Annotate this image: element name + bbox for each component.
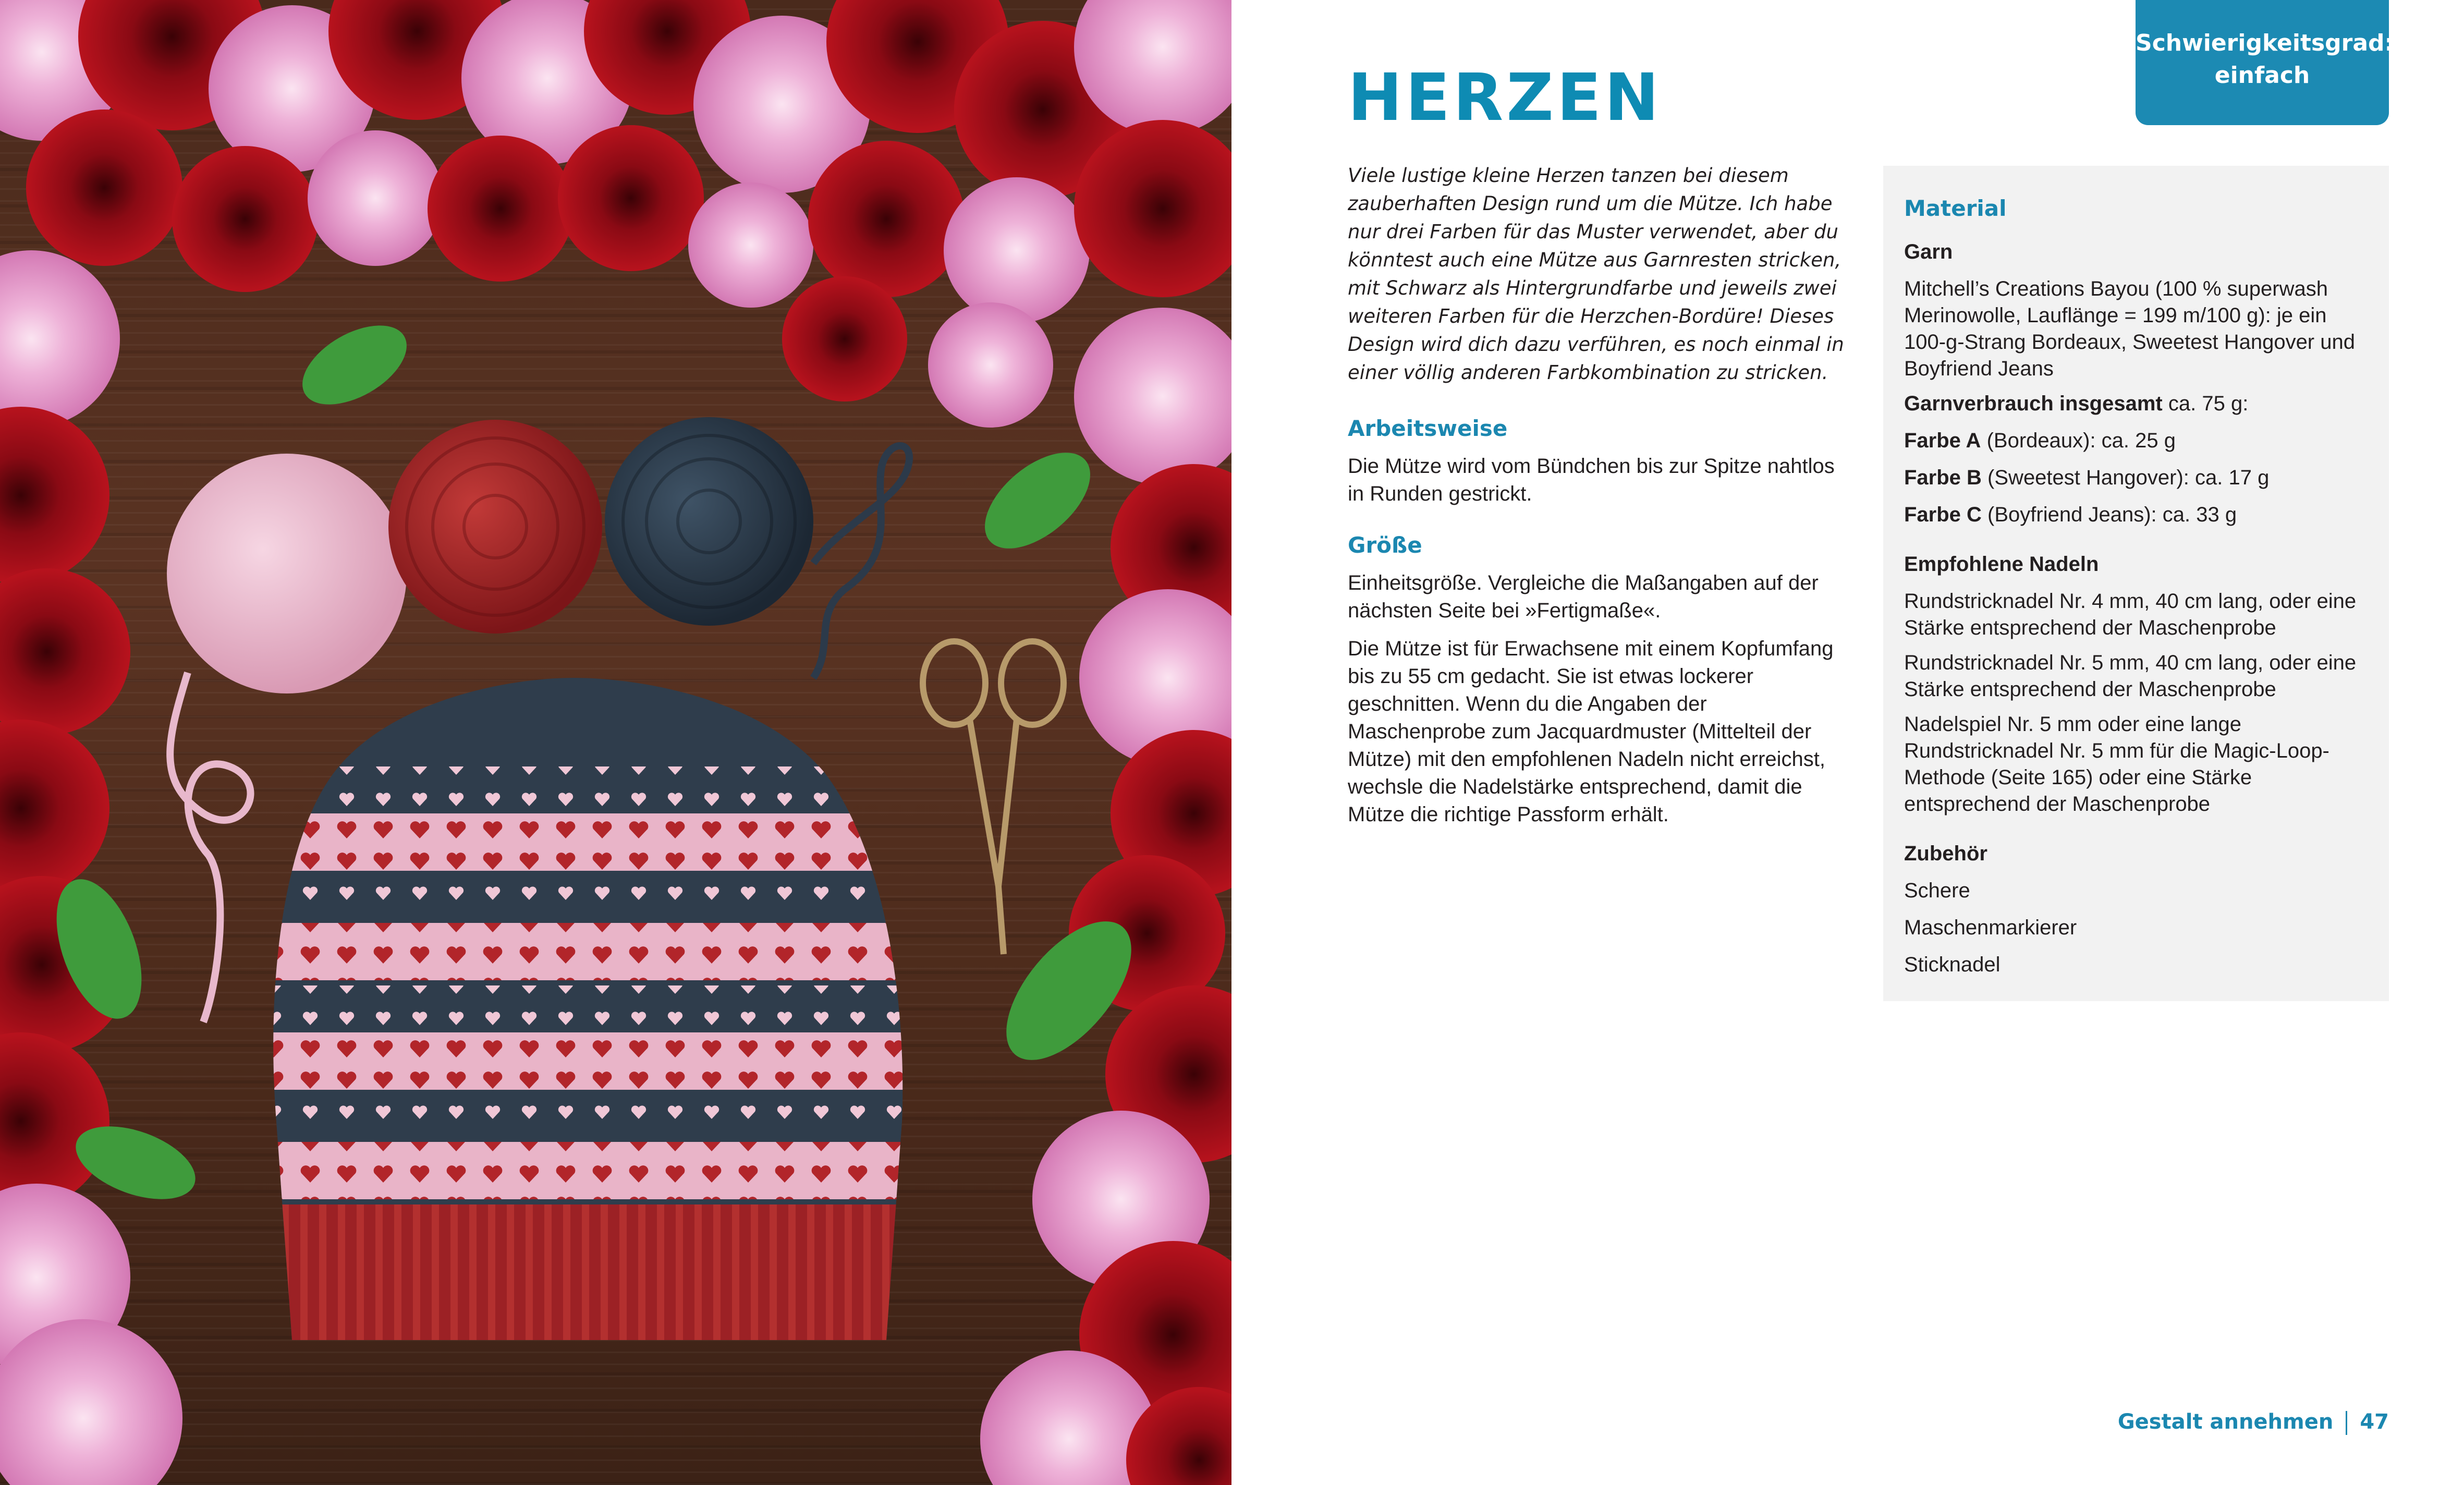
nadel-item-1: Rundstricknadel Nr. 4 mm, 40 cm lang, oder eine Stärke entsprechend der Maschenprobe	[1904, 590, 2357, 639]
material-box	[1883, 166, 2389, 1001]
flower-border-left	[0, 250, 182, 1485]
page-footer	[2118, 1408, 2389, 1436]
nadel-item-3: Nadelspiel Nr. 5 mm oder eine lange Rundstricknadel Nr. 5 mm für die Magic-Loop-Methode (Seite 165) oder eine Stärke entsprechend der Maschenprobe	[1904, 713, 2329, 815]
farbe-a-line	[1904, 428, 2368, 454]
footer-divider	[2346, 1411, 2347, 1435]
farbe-a-value: (Bordeaux): ca. 25 g	[1981, 429, 2176, 452]
arbeitsweise-heading: Arbeitsweise	[1348, 416, 1508, 441]
page-title: HERZEN	[1348, 60, 1662, 136]
knitted-hat	[261, 667, 918, 1345]
farbe-c-label: Farbe C	[1904, 503, 1982, 526]
garnverbrauch-value: ca. 75 g:	[2162, 392, 2249, 415]
left-text-column	[1348, 162, 1848, 839]
farbe-b-line	[1904, 465, 2368, 491]
nadel-item-2: Rundstricknadel Nr. 5 mm, 40 cm lang, oder eine Stärke entsprechend der Maschenprobe	[1904, 651, 2357, 701]
farbe-b-label: Farbe B	[1904, 466, 1982, 489]
farbe-b-value: (Sweetest Hangover): ca. 17 g	[1981, 466, 2270, 489]
difficulty-label: Schwierigkeitsgrad:	[2136, 30, 2394, 56]
zubehoer-item: Maschenmarkierer	[1904, 916, 2077, 939]
farbe-c-value: (Boyfriend Jeans): ca. 33 g	[1981, 503, 2237, 526]
nadeln-heading: Empfohlene Nadeln	[1904, 553, 2099, 576]
page-number: 47	[2360, 1410, 2389, 1434]
scissors-icon	[923, 641, 1064, 954]
garn-heading: Garn	[1904, 240, 1953, 263]
difficulty-value: einfach	[2214, 62, 2310, 89]
farbe-c-line	[1904, 502, 2368, 528]
garn-text: Mitchell’s Creations Bayou (100 % superwash Merinowolle, Lauflänge = 199 m/100 g): je ein 100-g-Strang Bordeaux, Sweetest Hangover und Boyfriend Jeans	[1904, 277, 2355, 380]
zubehoer-heading: Zubehör	[1904, 842, 1987, 865]
garnverbrauch-line	[1904, 391, 2368, 417]
groesse-text-1: Einheitsgröße. Vergleiche die Maßangaben auf der nächsten Seite bei »Fertigmaße«.	[1348, 571, 1819, 622]
flower-border-top	[0, 0, 1231, 428]
garnverbrauch-label: Garnverbrauch insgesamt	[1904, 392, 2163, 415]
knitted-hat-photo	[0, 0, 1231, 1485]
farbe-a-label: Farbe A	[1904, 429, 1981, 452]
arbeitsweise-text: Die Mütze wird vom Bündchen bis zur Spitze nahtlos in Runden gestrickt.	[1348, 455, 1835, 505]
groesse-text-2: Die Mütze ist für Erwachsene mit einem Kopfumfang bis zu 55 cm gedacht. Sie ist etwas lockerer geschnitten. Wenn du die Angaben der Maschenprobe zum Jacquardmuster (Mittelteil der Mütze) mit den empfohlenen Nadeln nicht erreichst, wechsle die Nadelstärke entsprechend, damit die Mütze die richtige Passform erhält.	[1348, 637, 1834, 826]
photo-illustration	[0, 0, 1231, 1485]
difficulty-badge	[2136, 0, 2394, 125]
chapter-title: Gestalt annehmen	[2117, 1410, 2334, 1434]
groesse-heading: Größe	[1348, 532, 1422, 558]
material-heading: Material	[1904, 196, 2007, 221]
zubehoer-item: Sticknadel	[1904, 953, 2001, 976]
intro-paragraph: Viele lustige kleine Herzen tanzen bei diesem zauberhaften Design rund um die Mütze. Ich habe nur drei Farben für das Muster verwendet, aber du könntest auch eine Mütze aus Garnresten stricken, mit Schwarz als Hintergrundfarbe und jeweils zwei weiteren Farben für die Herzchen-Bordüre! Dieses Design wird dich dazu verführen, es noch einmal in einer völlig anderen Farbkombination zu stricken.	[1348, 164, 1844, 384]
zubehoer-item: Schere	[1904, 879, 1970, 902]
